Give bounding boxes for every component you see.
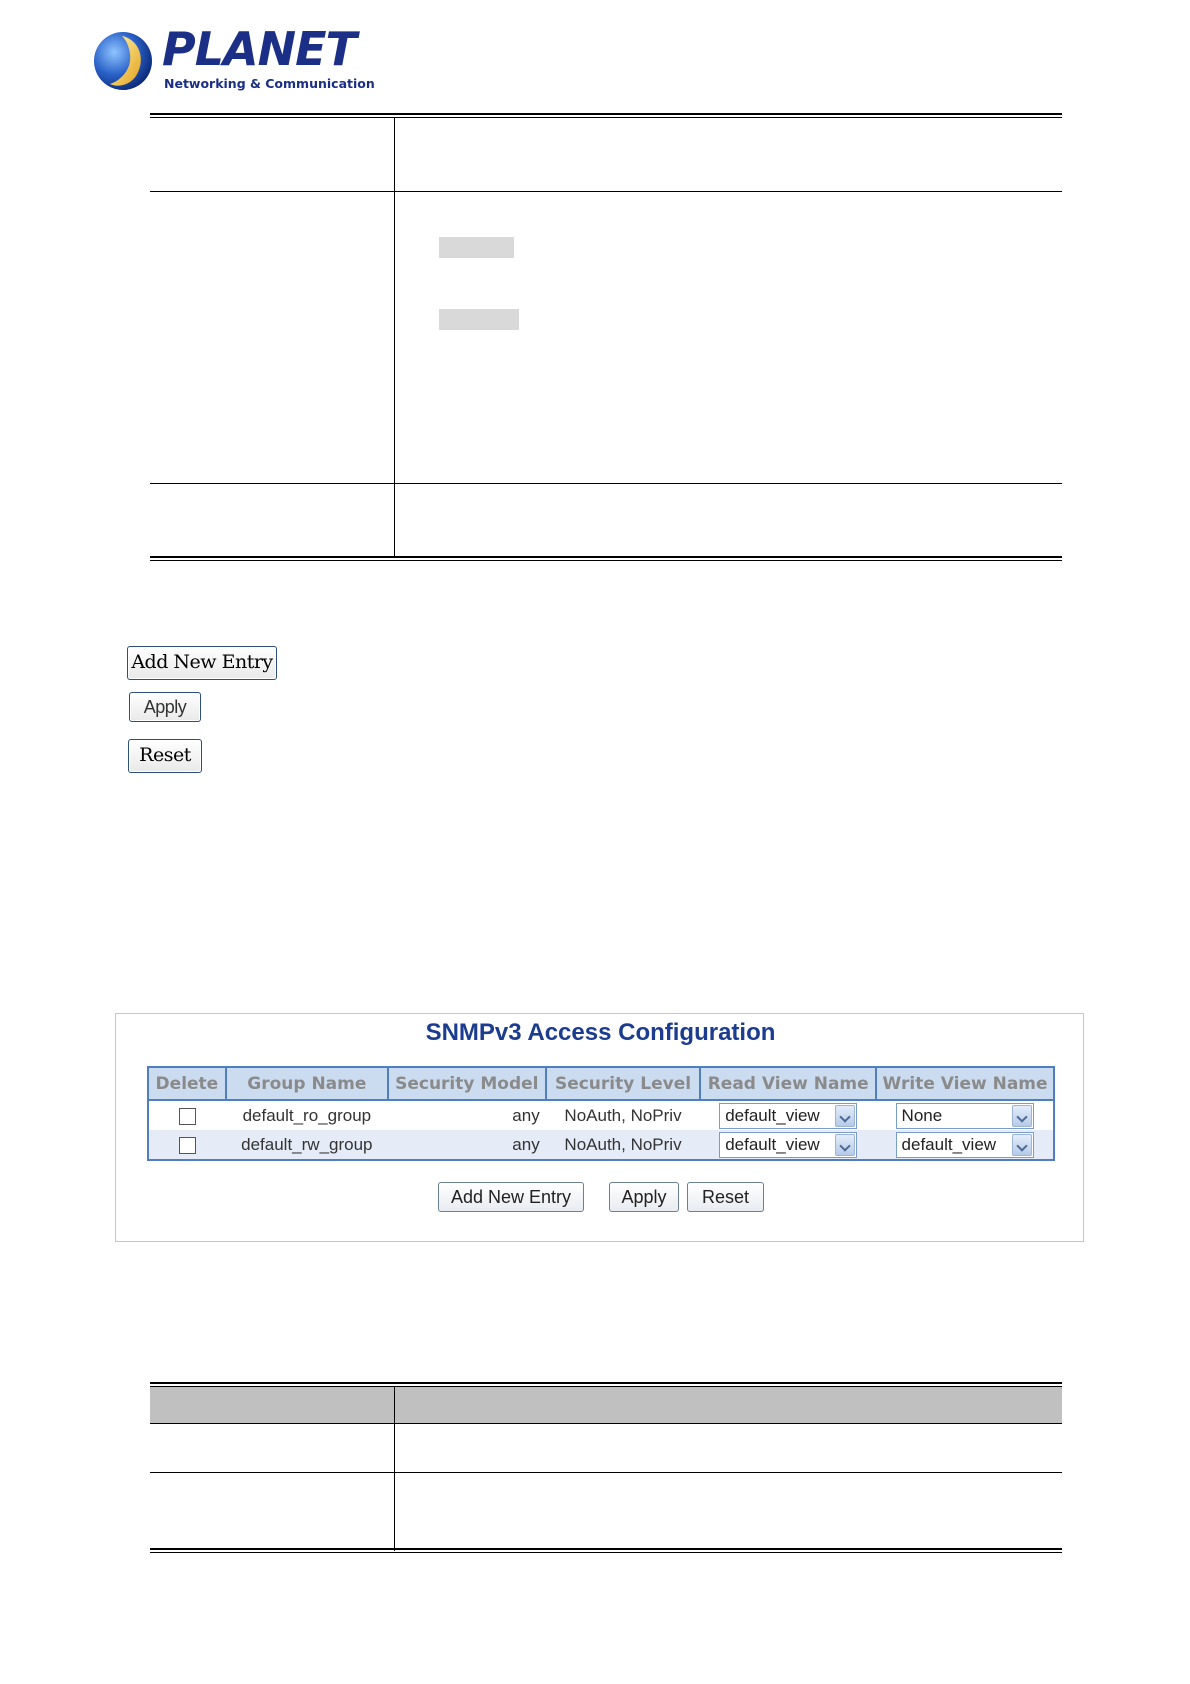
- security-level-cell: NoAuth, NoPriv: [546, 1100, 701, 1130]
- apply-button[interactable]: Apply: [129, 692, 201, 722]
- write-view-value: default_view: [901, 1134, 997, 1154]
- table-row-divider: [150, 483, 1062, 484]
- reset-button[interactable]: Reset: [128, 739, 202, 773]
- globe-icon: [92, 30, 154, 92]
- col-write-view-name: Write View Name: [876, 1067, 1054, 1100]
- table-row-divider: [150, 191, 1062, 192]
- chevron-down-icon[interactable]: [1012, 1134, 1032, 1156]
- read-view-cell: [700, 1130, 876, 1160]
- table-row-divider: [150, 1472, 1062, 1473]
- chevron-down-icon[interactable]: [835, 1105, 855, 1127]
- table-bottom-rule: [150, 556, 1062, 561]
- col-group-name: Group Name: [226, 1067, 388, 1100]
- highlighted-term: [439, 237, 514, 258]
- panel-add-new-entry-button[interactable]: Add New Entry: [438, 1182, 584, 1212]
- table-bottom-rule: [150, 1548, 1062, 1553]
- group-name-cell: default_rw_group: [226, 1130, 388, 1160]
- table-column-divider: [394, 1387, 395, 1551]
- delete-checkbox[interactable]: [179, 1108, 196, 1125]
- snmpv3-access-panel: [115, 1013, 1084, 1242]
- col-security-level: Security Level: [546, 1067, 701, 1100]
- panel-apply-button[interactable]: Apply: [609, 1182, 679, 1212]
- table-header-fill: [150, 1387, 1062, 1423]
- table-row-divider: [150, 1423, 1062, 1424]
- read-view-select[interactable]: [719, 1132, 857, 1158]
- read-view-cell: [700, 1100, 876, 1130]
- write-view-value: None: [901, 1105, 943, 1125]
- write-view-cell: [876, 1100, 1054, 1130]
- planet-logo: [92, 22, 375, 96]
- delete-cell: [148, 1100, 226, 1130]
- access-table: [147, 1066, 1055, 1161]
- table-row: [148, 1100, 1054, 1130]
- delete-checkbox[interactable]: [179, 1137, 196, 1154]
- table-column-divider: [394, 118, 395, 556]
- table-row: [148, 1130, 1054, 1160]
- security-model-cell: any: [388, 1100, 546, 1130]
- table-top-rule: [150, 113, 1062, 118]
- security-model-cell: any: [388, 1130, 546, 1160]
- read-view-value: default_view: [725, 1134, 820, 1154]
- group-name-cell: default_ro_group: [226, 1100, 388, 1130]
- add-new-entry-button[interactable]: Add New Entry: [127, 646, 277, 680]
- col-read-view-name: Read View Name: [700, 1067, 876, 1100]
- chevron-down-icon[interactable]: [1012, 1105, 1032, 1127]
- panel-reset-button[interactable]: Reset: [687, 1182, 764, 1212]
- delete-cell: [148, 1130, 226, 1160]
- table-header-row: [148, 1067, 1054, 1100]
- write-view-select[interactable]: [896, 1132, 1034, 1158]
- col-delete: Delete: [148, 1067, 226, 1100]
- write-view-select[interactable]: [896, 1103, 1034, 1129]
- col-security-model: Security Model: [388, 1067, 546, 1100]
- brand-name: PLANET: [162, 22, 356, 76]
- write-view-cell: [876, 1130, 1054, 1160]
- brand-tagline: Networking & Communication: [164, 76, 375, 91]
- panel-title: SNMPv3 Access Configuration: [425, 1019, 776, 1046]
- security-level-cell: NoAuth, NoPriv: [546, 1130, 701, 1160]
- highlighted-term: [439, 309, 519, 330]
- read-view-value: default_view: [725, 1105, 820, 1125]
- chevron-down-icon[interactable]: [835, 1134, 855, 1156]
- read-view-select[interactable]: [719, 1103, 857, 1129]
